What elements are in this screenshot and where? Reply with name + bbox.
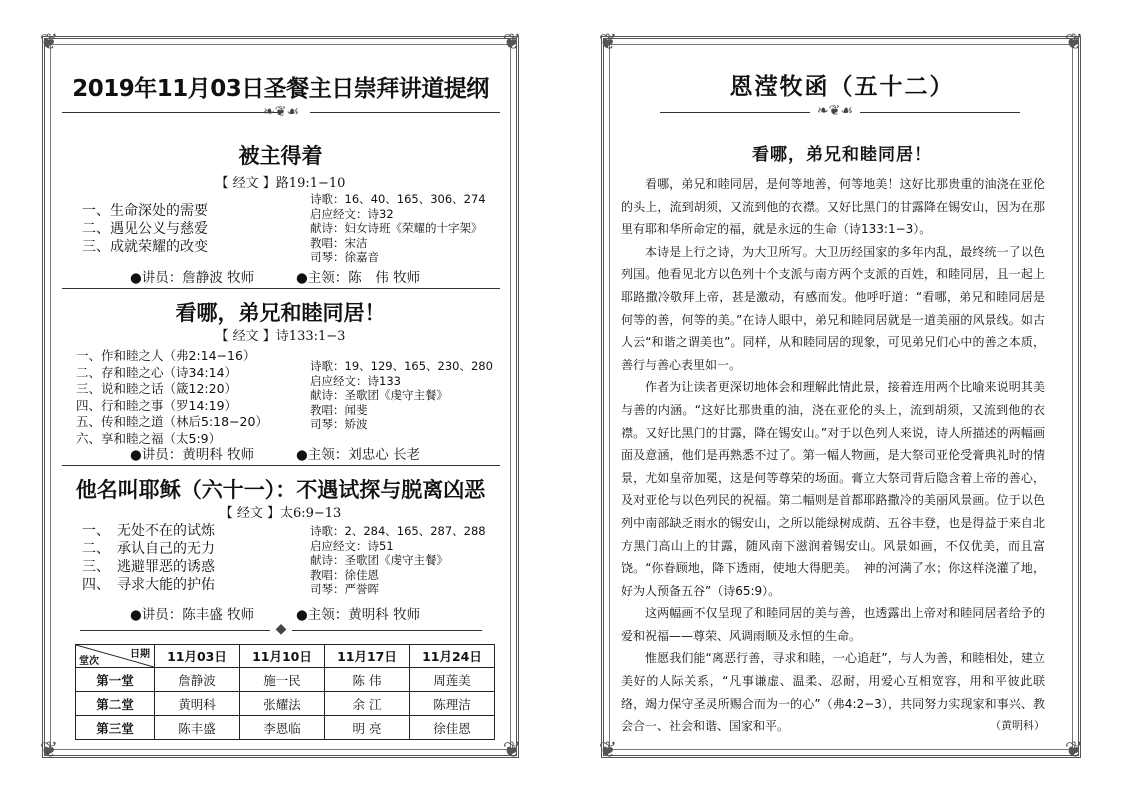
responsive-reading: 启应经文：诗51 [310,538,394,553]
column-title: 恩滢牧函（五十二） [729,73,955,100]
song-leader: 教唱：徐佳恩 [310,567,379,582]
outline-point: 三、 逃避罪恶的诱惑 [82,559,215,575]
article-paragraph: 这两幅画不仅呈现了和睦同居的美与善，也透露出上帝对和睦同居者给予的爱和祝福——尊荣、风调雨顺及永恒的生命。 [621,606,1045,643]
preacher-cell: 陈丰盛 [155,716,240,740]
outline-point: 四、行和睦之事（罗14:19） [76,397,238,413]
divider [660,112,810,113]
corner-ornament-icon: ❦ [39,738,59,763]
bulletin-title: 2019年11月03日圣餐主日崇拜讲道提纲 [72,76,489,102]
divider [80,630,270,631]
corner-ornament-icon: ❦ [598,30,618,55]
anthem: 献诗：圣歌团《虔守主餐》 [310,388,448,402]
responsive-reading: 启应经文：诗32 [310,206,394,221]
song-leader: 教唱：宋洁 [310,235,368,250]
sermon-3-title: 他名叫耶稣（六十一）：不遇试探与脱离凶恶 [75,478,486,502]
outline-point: 二、遇见公义与慈爱 [82,221,208,237]
sermon-3-speaker: ●讲员：陈丰盛 牧师 [130,607,255,623]
sermon-2-scripture: 【 经文 】诗133:1−3 [215,329,346,344]
table-row [76,716,495,740]
sermon-3-leader: ●主领：黄明科 牧师 [296,607,421,623]
date-axis-label: 日期 [130,649,150,660]
preacher-cell: 陈 伟 [325,668,410,692]
sermon-1-service-info [310,192,486,265]
anthem: 献诗：妇女诗班《荣耀的十字架》 [310,221,483,235]
sermon-2-speaker: ●讲员：黄明科 牧师 [130,447,255,463]
pianist: 司琴：矫波 [310,417,368,431]
hymns: 诗歌：16、40、165、306、274 [310,192,486,206]
service-label: 第一堂 [76,668,155,692]
article-paragraph: 作者为让读者更深切地体会和理解此情此景，接着连用两个比喻来说明其美与善的内涵。“这好比那贵重的油，浇在亚伦的头上，流到胡须，又流到他的衣襟。又好比黑门的甘露，降在锡安山。”对于以色列人来说，诗人所描述的两幅画面及意涵，他们是再熟悉不过了。第一幅人物画，是大祭司亚伦受膏典礼时的情景，尤如皇帝加冕，这是何等尊荣的场面。膏立大祭司背后隐含着上帝的善心，及对亚伦与以色列民的祝福。第二幅则是首都耶路撒冷的美丽风景画。位于以色列中南部缺乏雨水的锡安山，之所以能绿树成荫、五谷丰登，也是得益于来自北方黑门高山上的甘露，随风南下滋润着锡安山。风景如画，不仅优美，而且富饶。“你眷顾地，降下透雨，使地大得肥美。 神的河满了水；你这样浇灌了地，好为人预备五谷”（诗65:9）。 [621,380,1045,598]
sermon-3-scripture: 【 经文 】太6:9−13 [219,506,342,521]
article-paragraph: 看哪，弟兄和睦同居，是何等地善，何等地美！这好比那贵重的油浇在亚伦的头上，流到胡须，又流到他的衣襟。又好比黑门的甘露降在锡安山，因为在那里有耶和华所命定的福，就是永远的生命（诗133:1−3）。 [621,177,1045,237]
diamond-ornament-icon: ◆ [275,621,287,637]
preacher-cell: 陈理洁 [410,692,495,716]
date-header: 11月17日 [325,645,410,668]
preacher-cell: 徐佳恩 [410,716,495,740]
service-label: 第三堂 [76,716,155,740]
corner-ornament-icon: ❦ [502,738,522,763]
divider [62,112,282,113]
divider [62,288,500,289]
sermon-2-title: 看哪，弟兄和睦同居！ [175,301,386,325]
corner-ornament-icon: ❦ [502,30,522,55]
outline-point: 六、享和睦之福（太5:9） [76,430,222,446]
corner-ornament-icon: ❦ [39,30,59,55]
outline-point: 二、存和睦之心（诗34:14） [76,364,238,380]
date-header: 11月03日 [155,645,240,668]
date-header: 11月10日 [240,645,325,668]
corner-ornament-icon: ❦ [1064,30,1084,55]
divider [310,112,500,113]
preacher-cell: 詹静波 [155,668,240,692]
responsive-reading: 启应经文：诗133 [310,373,401,388]
anthem: 献诗：圣歌团《虔守主餐》 [310,553,448,567]
date-header: 11月24日 [410,645,495,668]
sermon-1-leader: ●主领：陈 伟 牧师 [296,270,421,286]
divider [860,112,1020,113]
service-axis-label: 堂次 [79,656,99,667]
article-paragraph [621,647,1045,737]
hymns: 诗歌：19、129、165、230、280 [310,359,493,373]
preacher-cell: 李恩临 [240,716,325,740]
article-paragraph: 本诗是上行之诗，为大卫所写。大卫历经国家的多年内乱，最终统一了以色列国。他看见北方以色列十个支派与南方两个支派的百姓，和睦同居，且一起上耶路撒冷敬拜上帝，甚是激动，有感而发。他呼吁道：“看哪，弟兄和睦同居是何等的善，何等的美。”在诗人眼中，弟兄和睦同居就是一道美丽的风景线。如古人云“和谐之谓美也”。同样，从和睦同居的现象，可见弟兄们心中的善之本质，善行与善心表里如一。 [621,244,1045,372]
sermon-1-title: 被主得着 [238,144,323,168]
preacher-cell: 施一民 [240,668,325,692]
service-label: 第二堂 [76,692,155,716]
article-body [621,173,1045,738]
sermon-1-outline [82,202,208,256]
table-row [76,668,495,692]
sermon-1-speaker: ●讲员：詹静波 牧师 [130,270,255,286]
sermon-3-service-info [310,524,486,597]
outline-point: 一、 无处不在的试炼 [82,523,215,539]
outline-point: 三、成就荣耀的改变 [82,239,208,255]
sermon-1-scripture: 【 经文 】路19:1−10 [215,176,346,191]
outline-point: 一、作和睦之人（弗2:14−16） [76,348,256,363]
sermon-2-service-info [310,359,493,432]
corner-ornament-icon: ❦ [1064,738,1084,763]
outline-point: 三、说和睦之话（箴12:20） [76,381,238,396]
preacher-cell: 明 亮 [325,716,410,740]
pianist: 司琴：严誉晖 [310,582,379,596]
song-leader: 教唱：闻斐 [310,402,368,417]
outline-point: 一、生命深处的需要 [82,203,208,219]
flourish-icon: ❧❦☙ [816,103,853,119]
pianist: 司琴：徐嘉音 [310,250,379,264]
corner-ornament-icon: ❦ [598,738,618,763]
preacher-cell: 黄明科 [155,692,240,716]
preacher-roster-table [75,644,495,740]
preacher-cell: 周莲美 [410,668,495,692]
preacher-cell: 张耀法 [240,692,325,716]
table-row [76,692,495,716]
preacher-cell: 余 江 [325,692,410,716]
outline-point: 四、 寻求大能的护佑 [82,577,215,593]
outline-point: 五、传和睦之道（林后5:18−20） [76,414,268,429]
divider [292,630,482,631]
sermon-2-outline [76,348,268,447]
divider [62,465,500,466]
outline-point: 二、 承认自己的无力 [82,541,215,557]
roster-corner-cell [76,645,155,668]
hymns: 诗歌：2、284、165、287、288 [310,524,486,538]
sermon-2-leader: ●主领：刘忠心 长老 [296,447,421,463]
article-paragraph-text: 惟愿我们能“离恶行善，寻求和睦，一心追赶”，与人为善，和睦相处，建立美好的人际关系，“凡事谦虚、温柔、忍耐，用爱心互相宽容，用和平彼此联络，竭力保守圣灵所赐合而为一的心”（弗4:2−3），共同努力实现家和事兴、教会合一、社会和谐、国家和平。 [621,651,1045,734]
article-title: 看哪，弟兄和睦同居！ [752,145,932,165]
author-signature: （黄明科） [990,719,1045,733]
sermon-3-outline [82,522,215,594]
table-header-row [76,645,495,668]
flourish-icon: ❧❦☙ [262,104,299,120]
